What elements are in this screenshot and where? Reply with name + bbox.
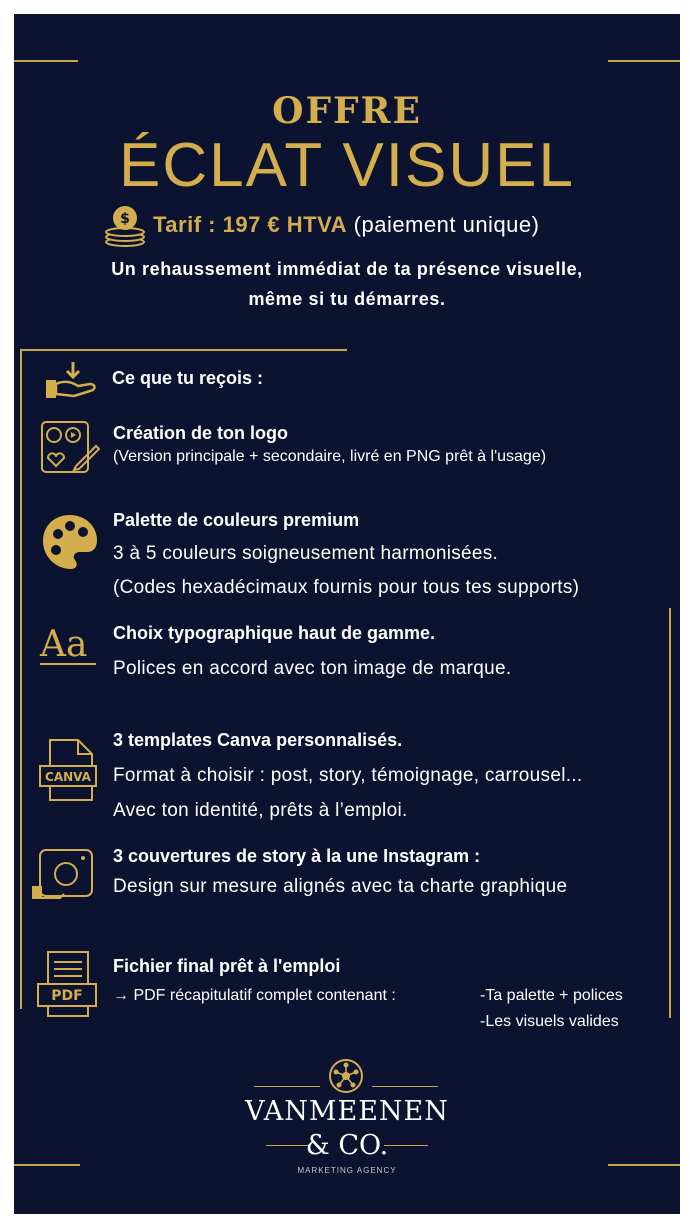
item-title: Fichier final prêt à l'emploi	[113, 956, 341, 976]
palette-icon	[40, 512, 100, 572]
coins-icon	[102, 204, 148, 248]
item-extra: -Ta palette + polices	[480, 987, 623, 1004]
item-line: (Codes hexadécimaux fournis pour tous tes supports)	[113, 577, 580, 598]
svg-text:$: $	[120, 211, 130, 227]
frame-line-left	[20, 349, 22, 1009]
brand-name-2: & CO.	[305, 1130, 389, 1161]
item-line: Polices en accord avec ton image de marque.	[113, 658, 512, 679]
brand-emblem-icon	[328, 1058, 364, 1094]
corner-line-top-left	[14, 60, 78, 62]
offer-label: OFFRE	[272, 90, 422, 132]
item-line: 3 à 5 couleurs soigneusement harmonisées.	[113, 543, 499, 564]
subtitle-line-1: Un rehaussement immédiat de ta présence visuelle,	[111, 259, 583, 279]
instagram-icon	[30, 848, 96, 902]
item-title: Création de ton logo	[113, 423, 288, 443]
price-line	[153, 212, 539, 238]
brand-line-left	[254, 1086, 320, 1087]
item-title: 3 couvertures de story à la une Instagram :	[113, 846, 481, 866]
brand-line-right	[372, 1086, 438, 1087]
subtitle-line-2: même si tu démarres.	[248, 289, 446, 309]
pdf-file-icon	[36, 950, 100, 1020]
svg-text:Aa: Aa	[40, 624, 88, 665]
subtitle	[14, 254, 680, 314]
offer-title: ÉCLAT VISUEL	[119, 131, 575, 200]
section-heading: Ce que tu reçois :	[112, 368, 264, 388]
brand-tagline: MARKETING AGENCY	[297, 1166, 397, 1175]
canva-file-icon	[38, 738, 100, 802]
corner-line-top-right	[608, 60, 680, 62]
item-title: Choix typographique haut de gamme.	[113, 623, 436, 643]
typography-icon	[38, 620, 98, 670]
item-line: → PDF récapitulatif complet contenant :	[113, 987, 396, 1004]
offer-card	[14, 14, 680, 1214]
item-line: Format à choisir : post, story, témoignage, carrousel...	[113, 765, 583, 786]
item-line: Design sur mesure alignés avec ta charte graphique	[113, 876, 568, 897]
item-title: Palette de couleurs premium	[113, 510, 360, 530]
frame-line-right	[669, 608, 671, 1018]
price-label: Tarif : 197 € HTVA	[153, 212, 348, 237]
item-line: Avec ton identité, prêts à l’emploi.	[113, 800, 408, 821]
price-note: (paiement unique)	[353, 212, 540, 237]
item-title: 3 templates Canva personnalisés.	[113, 730, 403, 750]
hand-receive-icon	[44, 360, 102, 400]
item-line: (Version principale + secondaire, livré en PNG prêt à l'usage)	[113, 448, 547, 465]
pdf-icon-label: PDF	[51, 988, 83, 1004]
item-extra: -Les visuels valides	[480, 1013, 619, 1030]
canva-icon-label: CANVA	[45, 770, 91, 784]
brand-name: VANMEENEN	[245, 1096, 449, 1127]
frame-line-top	[20, 349, 347, 351]
logo-design-icon	[40, 420, 100, 474]
